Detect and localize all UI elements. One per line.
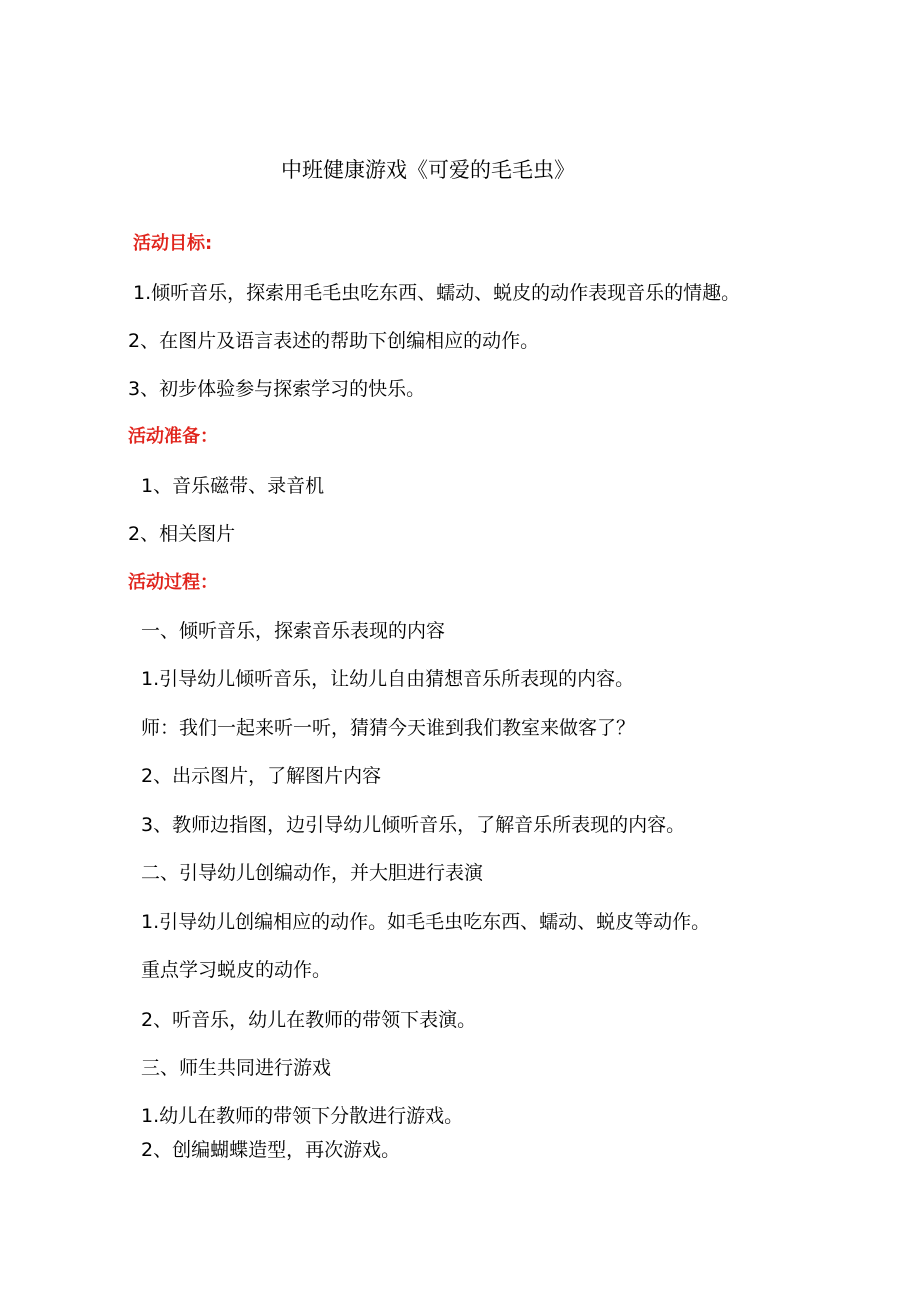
goal-item-1: 1.倾听音乐，探索用毛毛虫吃东西、蠕动、蜕皮的动作表现音乐的情趣。 — [133, 282, 741, 304]
process-item: 1.引导幼儿创编相应的动作。如毛毛虫吃东西、蠕动、蜕皮等动作。 — [141, 911, 711, 933]
process-item: 2、听音乐，幼儿在教师的带领下表演。 — [141, 1009, 477, 1031]
goals-heading: 活动目标: — [133, 233, 213, 254]
process-item: 1.幼儿在教师的带领下分散进行游戏。 — [141, 1105, 464, 1127]
process-item: 二、引导幼儿创编动作，并大胆进行表演 — [141, 862, 484, 884]
process-item: 2、创编蝴蝶造型，再次游戏。 — [141, 1139, 401, 1161]
page-title: 中班健康游戏《可爱的毛毛虫》 — [281, 158, 575, 182]
preparation-item-1: 1、音乐磁带、录音机 — [141, 475, 325, 497]
goal-item-2: 2、在图片及语言表述的帮助下创编相应的动作。 — [128, 330, 540, 352]
process-item: 一、倾听音乐，探索音乐表现的内容 — [141, 620, 446, 642]
preparation-heading: 活动准备： — [128, 426, 218, 447]
process-item: 2、出示图片，了解图片内容 — [141, 765, 382, 787]
preparation-item-2: 2、相关图片 — [128, 523, 236, 545]
process-item: 3、教师边指图，边引导幼儿倾听音乐，了解音乐所表现的内容。 — [141, 814, 686, 836]
process-item: 三、师生共同进行游戏 — [141, 1057, 332, 1079]
goal-item-3: 3、初步体验参与探索学习的快乐。 — [128, 378, 426, 400]
process-item: 师：我们一起来听一听，猜猜今天谁到我们教室来做客了？ — [141, 717, 636, 739]
process-item: 1.引导幼儿倾听音乐，让幼儿自由猜想音乐所表现的内容。 — [141, 668, 635, 690]
process-heading: 活动过程： — [128, 572, 218, 593]
process-item: 重点学习蜕皮的动作。 — [141, 959, 332, 981]
